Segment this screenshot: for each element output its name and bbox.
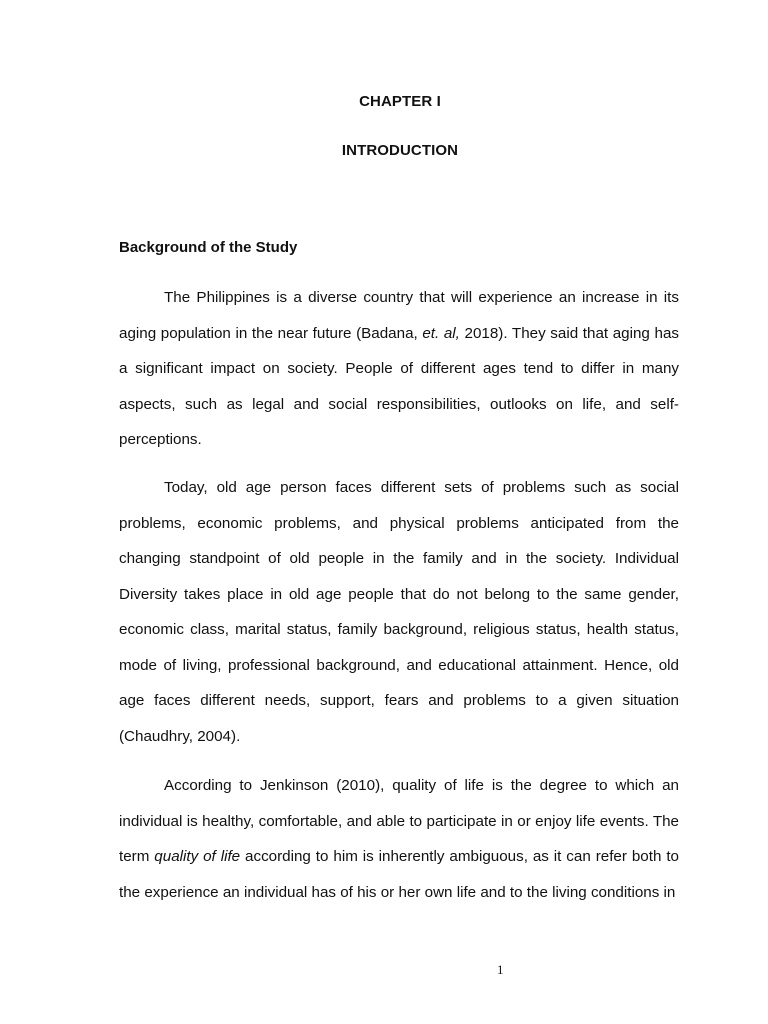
paragraph-text-part: according to him is inherently ambiguous, as it can refer both to the experience an individual has of his or her own life and to the living conditions in (119, 848, 679, 901)
section-heading: Background of the Study (119, 239, 298, 256)
paragraph-text (119, 470, 679, 754)
paragraph-text-part: 2018). They said that aging has a significant impact on society. People of different ages tend to differ in many aspects, such as legal and social responsibilities, outlooks on life, and self-perceptions. (119, 324, 679, 448)
italic-term: quality of life (154, 848, 241, 865)
paragraph-text-part: The Philippines is a diverse country that will experience an increase in its aging population in the near future (Badana, (119, 289, 679, 342)
paragraph-text-part: According to Jenkinson (2010), quality of life is the degree to which an individual is healthy, comfortable, and able to participate in or enjoy life events. The term (119, 777, 679, 865)
chapter-title: INTRODUCTION (341, 142, 459, 159)
paragraph-text (119, 768, 679, 910)
paragraph-3 (119, 768, 679, 910)
page-number: 1 (497, 962, 504, 977)
italic-citation: et. al, (422, 324, 460, 342)
paragraph-1 (119, 280, 679, 458)
paragraph-2 (119, 470, 679, 754)
chapter-heading: CHAPTER I (359, 93, 441, 110)
paragraph-text-part: Today, old age person faces different sets of problems such as social problems, economic problems, and physical problems anticipated from the changing standpoint of old people in the family and in the society. Individual Diversity takes place in old age people that do not belong to the same gender, economic class, marital status, family background, religious status, health status, mode of living, professional background, and educational attainment. Hence, old age faces different needs, support, fears and problems to a given situation (Chaudhry, 2004). (119, 479, 679, 745)
paragraph-text (119, 280, 679, 458)
